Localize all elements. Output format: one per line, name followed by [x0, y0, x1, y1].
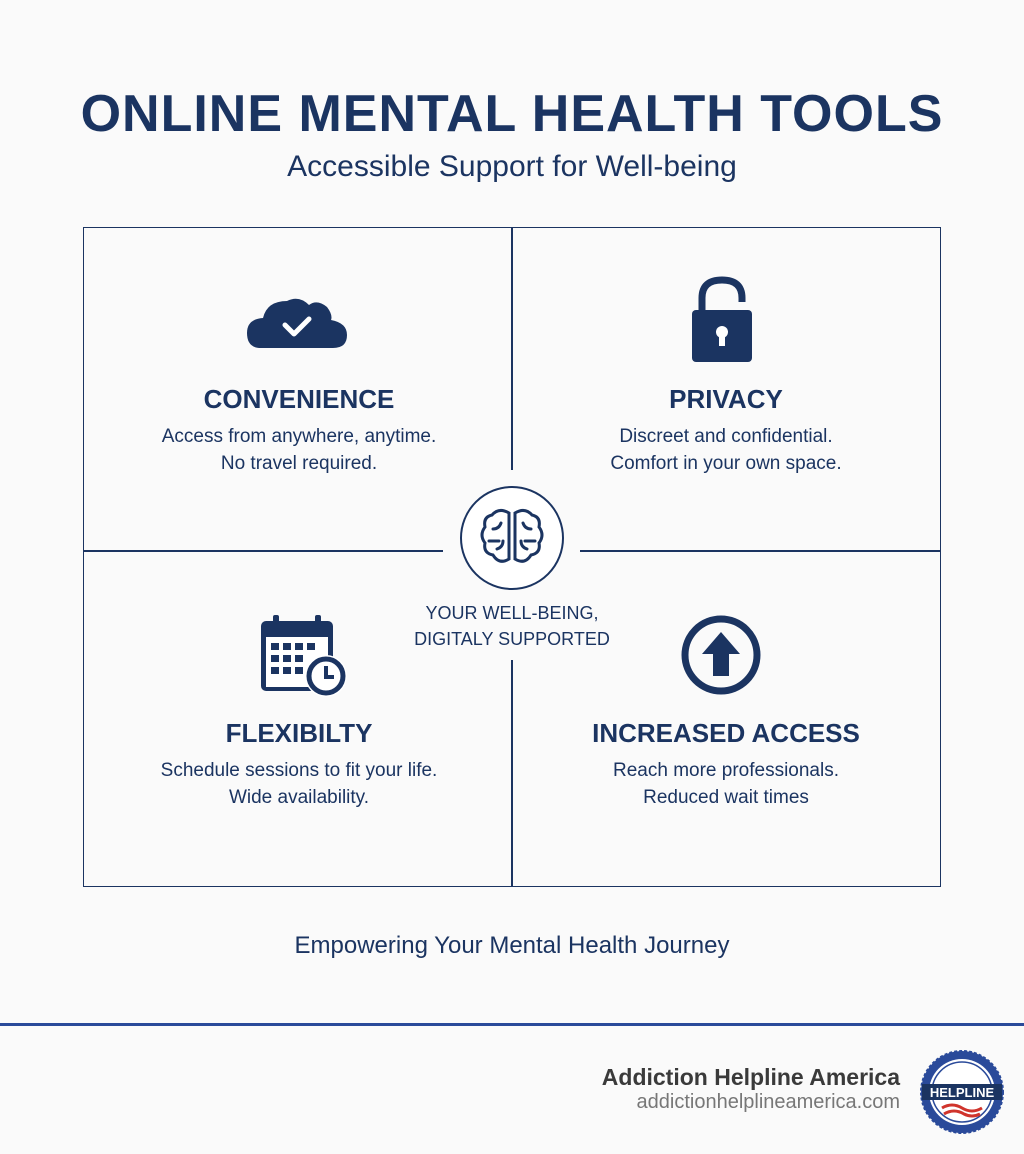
calendar-clock-icon: [259, 613, 349, 699]
brain-icon: [459, 485, 565, 591]
up-arrow-circle-icon: [680, 614, 762, 696]
cell-privacy: [512, 384, 940, 477]
cell-convenience: [85, 384, 513, 477]
page-subtitle: Accessible Support for Well-being: [287, 150, 737, 183]
brand-url[interactable]: addictionhelplineamerica.com: [636, 1091, 900, 1113]
cloud-check-icon: [247, 295, 347, 349]
cell-line: Reach more professionals.: [613, 760, 839, 781]
divider-horizontal-left: [83, 550, 443, 552]
cell-title: INCREASED ACCESS: [592, 718, 860, 748]
cell-line: Reduced wait times: [643, 787, 809, 808]
cell-line: Access from anywhere, anytime.: [161, 426, 437, 447]
cell-line: Discreet and confidential.: [619, 426, 833, 447]
cell-increased-access: [512, 718, 940, 811]
cell-line: Schedule sessions to fit your life.: [160, 760, 438, 781]
center-line: DIGITALY SUPPORTED: [414, 629, 610, 649]
brand-name: Addiction Helpline America: [601, 1064, 900, 1090]
tagline: Empowering Your Mental Health Journey: [294, 932, 730, 959]
divider-horizontal-right: [580, 550, 940, 552]
svg-text:HELPLINE: HELPLINE: [929, 1085, 995, 1100]
cell-flexibility: [85, 718, 513, 811]
cell-line: Wide availability.: [228, 787, 370, 808]
footer-divider: [0, 1023, 1024, 1026]
center-caption: [380, 600, 644, 652]
unlocked-padlock-icon: [690, 276, 754, 364]
cell-title: FLEXIBILTY: [225, 718, 373, 748]
cell-title: CONVENIENCE: [203, 384, 395, 414]
page-title: ONLINE MENTAL HEALTH TOOLS: [80, 85, 944, 143]
brand-block: [602, 1064, 900, 1114]
cell-line: Comfort in your own space.: [610, 453, 842, 474]
center-line: YOUR WELL-BEING,: [425, 603, 599, 623]
helpline-logo-icon: [920, 1050, 1004, 1134]
cell-title: PRIVACY: [669, 384, 783, 414]
cell-line: No travel required.: [220, 453, 378, 474]
